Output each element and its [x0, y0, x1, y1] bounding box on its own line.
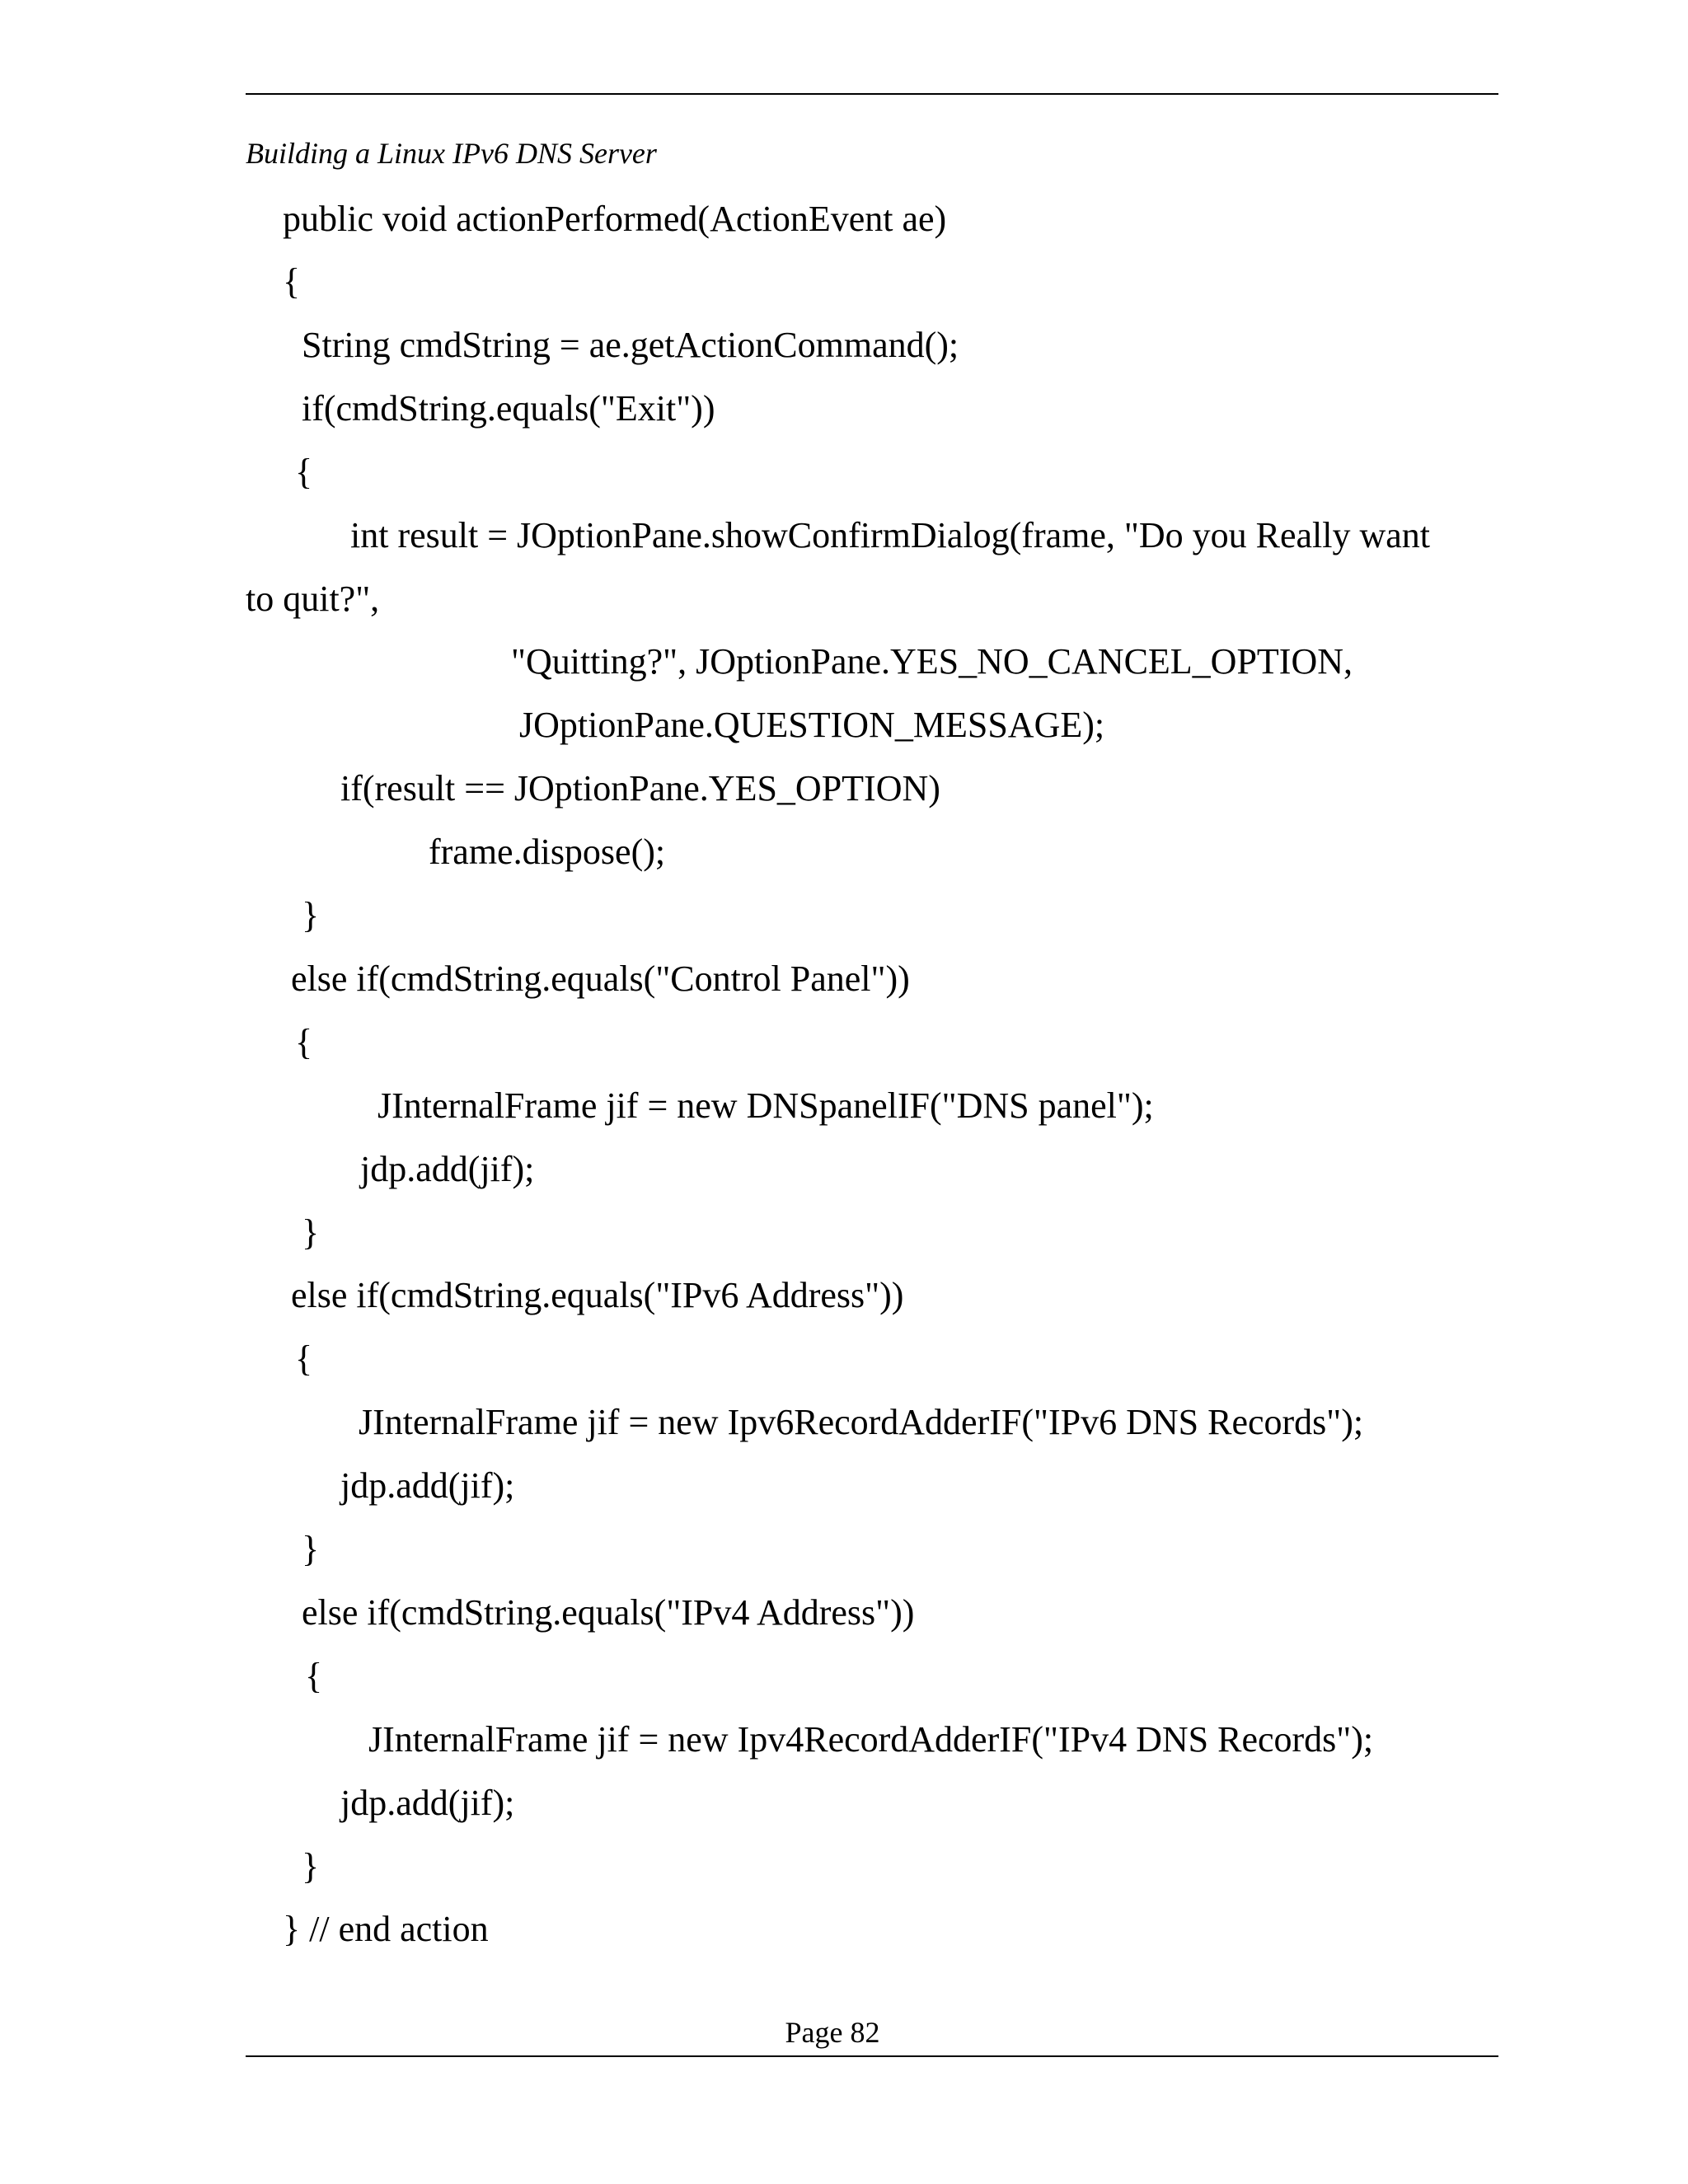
code-line: JInternalFrame jif = new Ipv6RecordAdderIF("IPv6 DNS Records");	[359, 1402, 1364, 1442]
page-number: Page 82	[785, 2016, 880, 2049]
code-line: else if(cmdString.equals("IPv4 Address"))	[302, 1592, 915, 1633]
code-line: "Quitting?", JOptionPane.YES_NO_CANCEL_OPTION,	[511, 641, 1353, 682]
code-line: {	[295, 1338, 313, 1379]
footer-rule	[246, 2055, 1498, 2057]
code-line: }	[302, 895, 320, 935]
code-line: else if(cmdString.equals("Control Panel"))	[291, 958, 910, 999]
code-line: jdp.add(jif);	[360, 1149, 535, 1189]
code-line: int result = JOptionPane.showConfirmDialog(frame, "Do you Really want	[350, 515, 1431, 555]
code-line: JInternalFrame jif = new DNSpanelIF("DNS panel");	[377, 1085, 1154, 1126]
header-rule	[246, 93, 1498, 95]
code-line: String cmdString = ae.getActionCommand();	[302, 325, 959, 365]
code-line: } // end action	[283, 1909, 489, 1949]
code-line: }	[302, 1846, 320, 1886]
code-line: if(result == JOptionPane.YES_OPTION)	[340, 768, 940, 808]
code-line: jdp.add(jif);	[340, 1465, 515, 1506]
code-line: }	[302, 1212, 320, 1253]
code-line: frame.dispose();	[429, 832, 666, 872]
code-line: public void actionPerformed(ActionEvent ae)	[283, 199, 947, 239]
code-line: }	[302, 1529, 320, 1569]
code-line: jdp.add(jif);	[340, 1783, 515, 1823]
code-line: if(cmdString.equals("Exit"))	[302, 388, 715, 429]
code-line: else if(cmdString.equals("IPv6 Address"))	[291, 1275, 904, 1315]
code-line: {	[305, 1656, 323, 1696]
code-line: JOptionPane.QUESTION_MESSAGE);	[519, 705, 1105, 745]
code-line: {	[295, 1022, 313, 1062]
code-line: {	[295, 452, 313, 492]
code-line: {	[283, 261, 301, 302]
code-line: to quit?",	[246, 579, 380, 619]
running-header-title: Building a Linux IPv6 DNS Server	[246, 137, 657, 170]
code-line: JInternalFrame jif = new Ipv4RecordAdderIF("IPv4 DNS Records");	[368, 1719, 1374, 1760]
